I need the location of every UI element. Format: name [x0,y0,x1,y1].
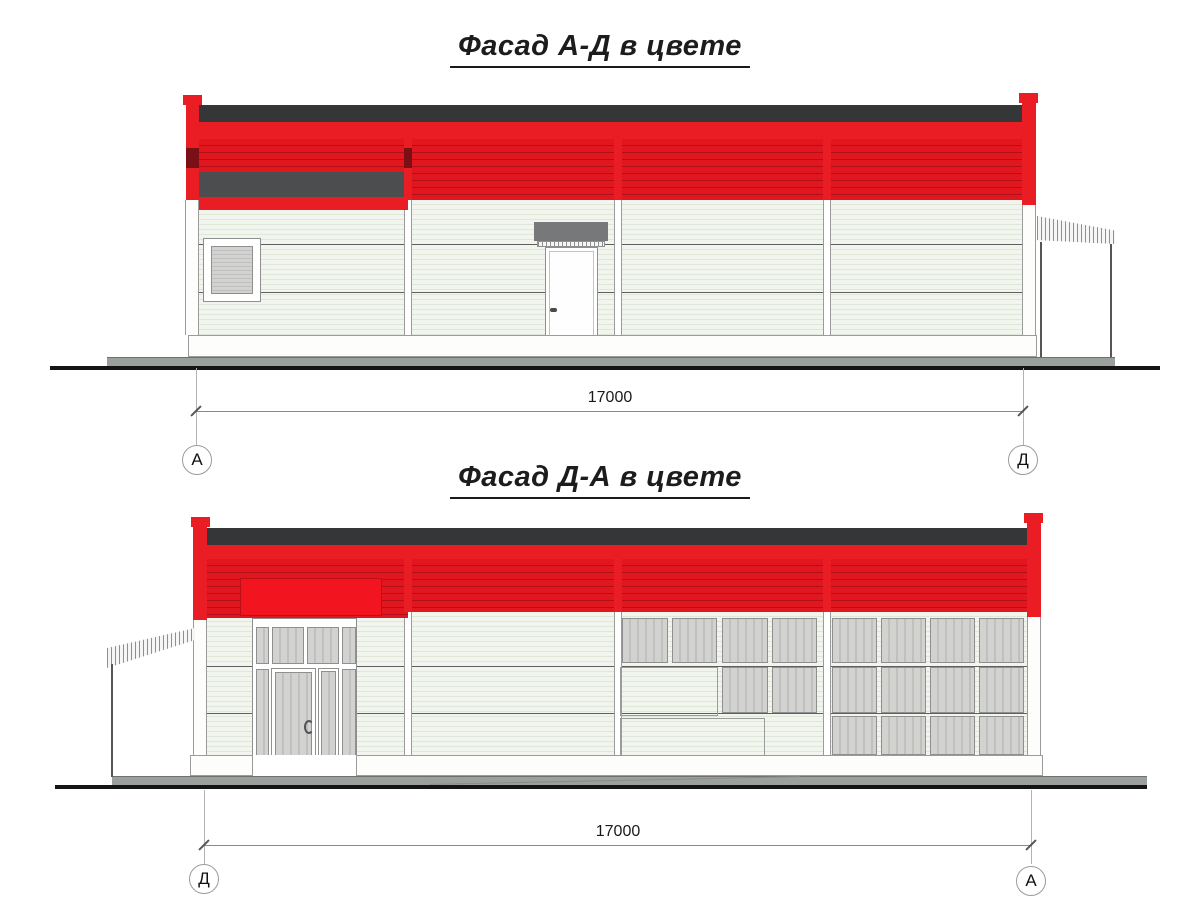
window-pane [672,618,717,663]
panel-divider [823,200,831,335]
window-pane [722,667,768,713]
axis-bubble-left: Д [189,864,219,894]
red-divider-post [823,139,831,200]
panel-divider [404,200,412,335]
panel-joint-line [199,244,1022,245]
dimension-value: 17000 [595,823,641,840]
axis-bubble-right: А [1016,866,1046,896]
window-pane [832,618,877,663]
red-siding-bay3 [618,139,827,200]
corner-post-right [1022,103,1036,205]
awning-slab [1037,357,1115,366]
post-shadow-segment [404,148,412,168]
window-pane [881,667,926,713]
window-pane [930,716,975,755]
door-canopy [534,222,608,241]
dimension-value: 17000 [587,389,633,406]
red-siding-bay2 [408,559,618,612]
panel-divider [404,612,412,755]
transom-pane [307,627,339,664]
corner-post-right [1027,523,1041,617]
awning-post [111,664,113,777]
window-pane [832,667,877,713]
door-handle [304,720,314,734]
door-handle [550,308,557,312]
ground-line [50,366,1160,370]
window-pane [832,716,877,755]
panel-step-outline [620,718,765,758]
red-siding-bay2 [408,139,618,200]
transom-pane [272,627,304,664]
gray-accent-band [199,172,408,197]
dimension-line [204,845,1032,846]
facade-ad-title: Фасад А-Д в цвете [450,30,750,68]
signboard [240,578,382,616]
corner-trim-right [1022,205,1036,335]
transom-pane [342,627,356,664]
entry-threshold [252,755,357,776]
window-pane [881,618,926,663]
window-pane [881,716,926,755]
dimension-line [196,411,1024,412]
red-divider-post [404,559,412,612]
red-siding-bay1 [199,139,408,172]
window-pane [772,618,817,663]
wall-siding [199,200,1022,335]
window-pane [930,618,975,663]
roof-fascia [207,545,1027,559]
roof-band [199,105,1022,122]
corner-trim-left [193,620,207,755]
red-divider-post [614,139,622,200]
panel-divider [823,612,831,755]
window-pane [722,618,768,663]
window-pane [979,618,1024,663]
plinth [188,335,1037,357]
side-awning-roof [107,628,195,668]
awning-post [1040,242,1042,357]
corner-trim-left [185,200,199,335]
panel-divider [614,200,622,335]
red-strip-bay1 [199,197,408,210]
ground-line [55,785,1147,789]
red-siding-bay3 [618,559,827,612]
red-siding-bay4 [827,559,1027,612]
window-pane [979,667,1024,713]
awning-post [1110,244,1112,357]
corner-post-cap-right [1019,93,1038,103]
transom-pane [256,627,269,664]
corner-post-cap-right [1024,513,1043,523]
red-siding-bay4 [827,139,1022,200]
corner-post-left [193,527,207,620]
window-pane [772,667,817,713]
roof-band [207,528,1027,545]
axis-bubble-right: Д [1008,445,1038,475]
corner-post-cap-left [183,95,202,105]
red-divider-post [823,559,831,612]
panel-step-outline [620,667,718,716]
facade-da-title: Фасад Д-А в цвете [450,461,750,499]
window-pane [622,618,668,663]
facade-da-drawing [0,470,1200,900]
window-pane [979,716,1024,755]
corner-trim-right [1027,617,1041,755]
pavement [107,357,1113,366]
side-awning-roof [1037,216,1115,244]
roof-fascia [199,122,1022,139]
vent-window-louver [211,246,253,294]
post-shadow-segment [186,148,199,168]
axis-bubble-left: А [182,445,212,475]
corner-post-cap-left [191,517,210,527]
window-pane [930,667,975,713]
red-divider-post [614,559,622,612]
panel-joint-line [199,292,1022,293]
